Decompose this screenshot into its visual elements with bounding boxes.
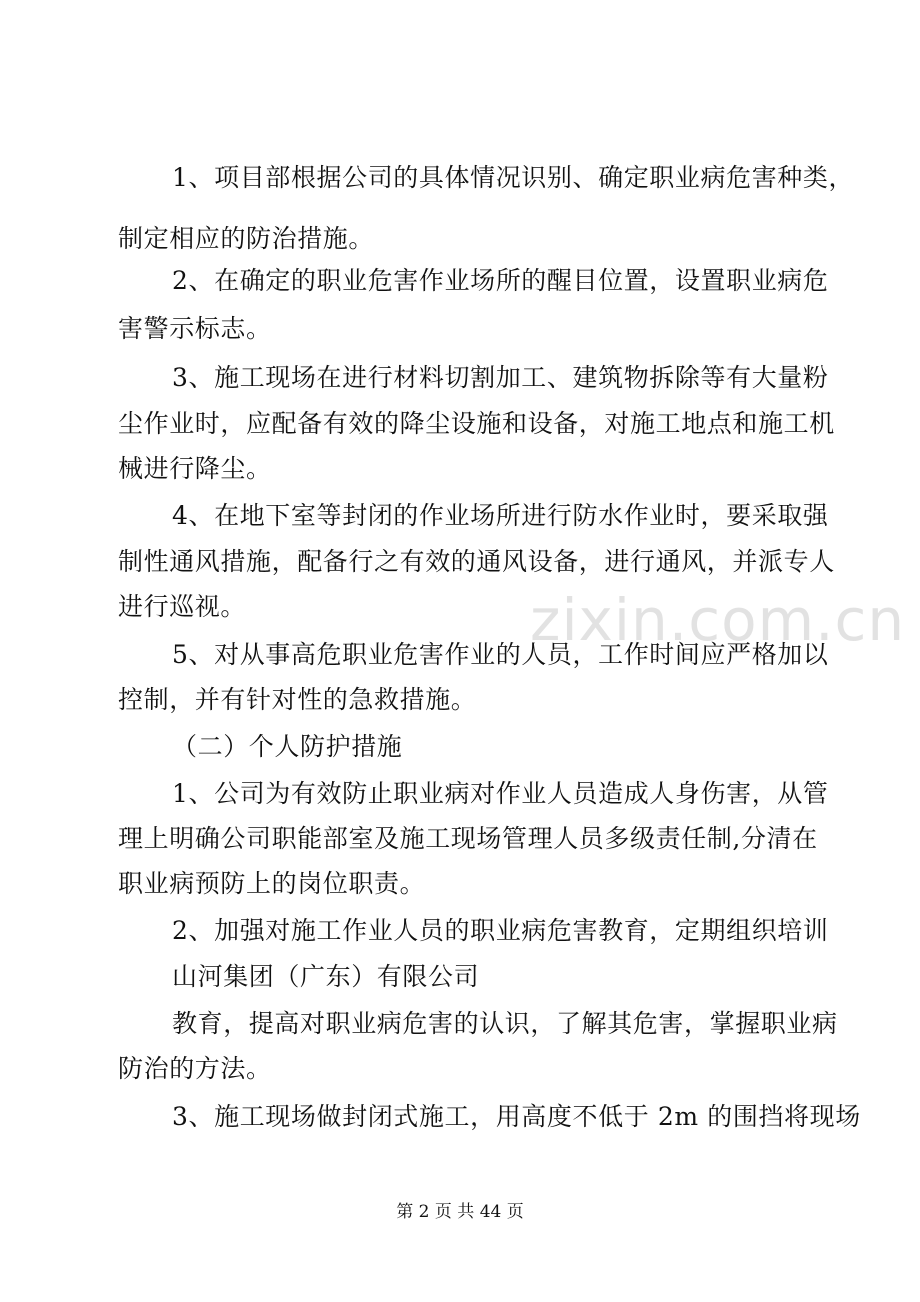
paragraph-line: 2、加强对施工作业人员的职业病危害教育，定期组织培训 [172,916,829,945]
header-company-name: 山河集团（广东）有限公司 [172,962,480,991]
paragraph-line: 1、项目部根据公司的具体情况识别、确定职业病危害种类， [172,163,855,192]
paragraph-line: 害警示标志。 [118,314,272,343]
paragraph-line: 5、对从事高危职业危害作业的人员，工作时间应严格加以 [172,640,829,669]
paragraph-line: 4、在地下室等封闭的作业场所进行防水作业时，要采取强 [172,501,829,530]
paragraph-line: 制性通风措施，配备行之有效的通风设备，进行通风，并派专人 [118,547,835,576]
paragraph-line: 尘作业时，应配备有效的降尘设施和设备，对施工地点和施工机 [118,409,835,438]
paragraph-line: 械进行降尘。 [118,454,272,483]
paragraph-line: 教育，提高对职业病危害的认识，了解其危害，掌握职业病 [172,1009,838,1038]
paragraph-line: 理上明确公司职能部室及施工现场管理人员多级责任制,分清在 [118,824,818,853]
watermark: zixin.com.cn [530,586,906,654]
paragraph-line: 进行巡视。 [118,592,247,621]
paragraph-line: 3、施工现场做封闭式施工，用高度不低于 2m 的围挡将现场 [172,1102,861,1131]
paragraph-line: 控制，并有针对性的急救措施。 [118,685,477,714]
paragraph-line: 3、施工现场在进行材料切割加工、建筑物拆除等有大量粉 [172,363,829,392]
paragraph-line: 防治的方法。 [118,1054,272,1083]
page-footer: 第 2 页 共 44 页 [396,1202,524,1222]
paragraph-line: 1、公司为有效防止职业病对作业人员造成人身伤害，从管 [172,779,829,808]
paragraph-line: 制定相应的防治措施。 [118,224,375,253]
paragraph-line: 职业病预防上的岗位职责。 [118,869,426,898]
section-heading: （二）个人防护措施 [172,732,403,761]
paragraph-line: 2、在确定的职业危害作业场所的醒目位置，设置职业病危 [172,266,829,295]
